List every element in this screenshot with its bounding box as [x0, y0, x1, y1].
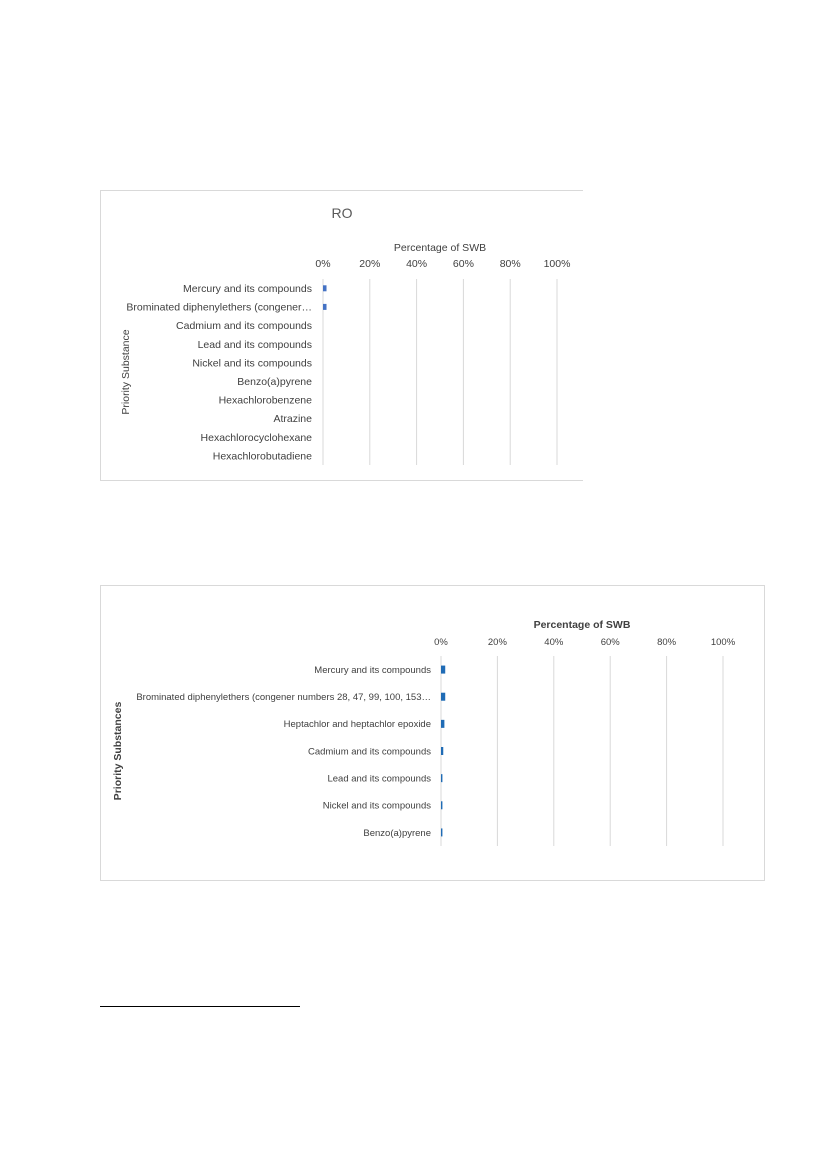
chart-ro-canvas: [101, 191, 583, 480]
bar: [441, 801, 442, 809]
bar: [441, 693, 445, 701]
x-tick-label: 20%: [359, 258, 381, 270]
category-label: Hexachlorocyclohexane: [200, 431, 312, 444]
category-label: Heptachlor and heptachlor epoxide: [283, 719, 431, 731]
x-tick-label: 80%: [657, 637, 677, 648]
bar: [323, 304, 327, 310]
x-tick-label: 0%: [315, 258, 331, 270]
category-label: Hexachlorobenzene: [218, 394, 312, 407]
category-label: Brominated diphenylethers (congener…: [126, 301, 312, 314]
category-label: Benzo(a)pyrene: [237, 375, 312, 388]
bar: [441, 720, 444, 728]
x-tick-label: 100%: [710, 637, 736, 648]
chart-ro: [100, 190, 583, 481]
x-tick-label: 20%: [487, 637, 507, 648]
category-label: Nickel and its compounds: [192, 357, 312, 370]
category-label: Lead and its compounds: [327, 773, 431, 785]
y-axis-label: Priority Substances: [112, 701, 124, 801]
bar: [441, 747, 443, 755]
x-tick-label: 40%: [544, 637, 564, 648]
x-tick-label: 40%: [406, 258, 428, 270]
bar: [441, 828, 442, 836]
bar: [441, 666, 445, 674]
category-label: Mercury and its compounds: [183, 282, 312, 295]
chart-title: RO: [331, 205, 353, 221]
x-tick-label: 0%: [434, 637, 448, 648]
chart-priority-substances-canvas: [101, 586, 764, 880]
category-label: Atrazine: [273, 413, 312, 426]
x-tick-label: 100%: [543, 258, 571, 270]
category-label: Cadmium and its compounds: [176, 320, 312, 333]
footnote-separator: [100, 1006, 300, 1007]
category-label: Nickel and its compounds: [322, 800, 431, 812]
x-axis-label: Percentage of SWB: [393, 242, 487, 254]
x-tick-label: 80%: [499, 258, 521, 270]
chart-priority-substances: [100, 585, 765, 881]
category-label: Cadmium and its compounds: [307, 746, 431, 758]
x-tick-label: 60%: [452, 258, 474, 270]
category-label: Brominated diphenylethers (congener numbers 28, 47, 99, 100, 153…: [136, 692, 431, 704]
category-label: Mercury and its compounds: [314, 664, 431, 676]
category-label: Benzo(a)pyrene: [363, 827, 431, 839]
bar: [441, 774, 442, 782]
x-axis-label: Percentage of SWB: [533, 619, 631, 631]
y-axis-label: Priority Substance: [120, 329, 132, 415]
category-label: Lead and its compounds: [197, 338, 312, 351]
x-tick-label: 60%: [600, 637, 620, 648]
bar: [323, 285, 327, 291]
category-label: Hexachlorobutadiene: [212, 450, 312, 463]
